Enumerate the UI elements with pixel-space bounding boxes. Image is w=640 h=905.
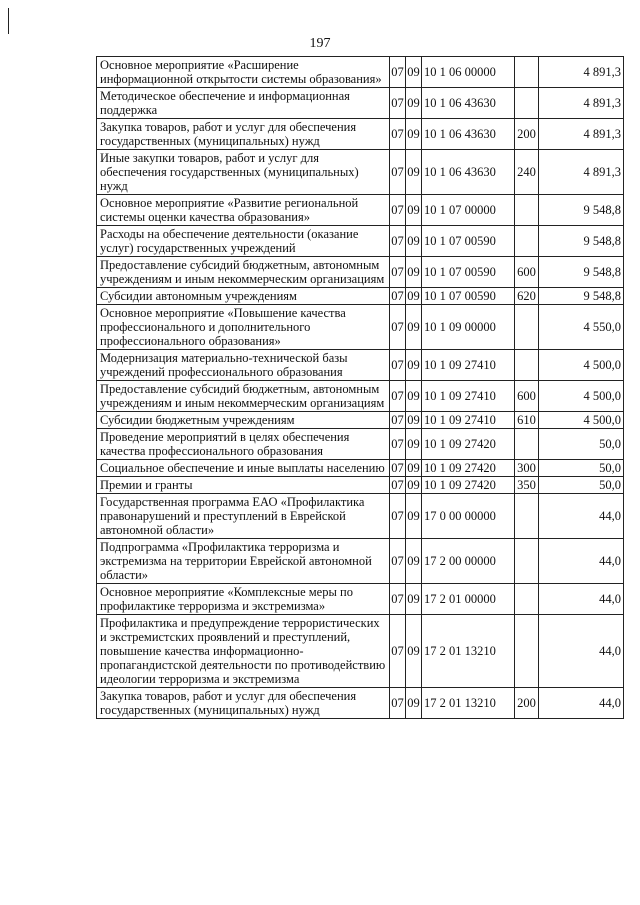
row-name: Основное мероприятие «Развитие региональной системы оценки качества образования» <box>97 195 390 226</box>
table-row <box>97 150 624 195</box>
page-number: 197 <box>309 36 331 51</box>
table-row <box>97 257 624 288</box>
row-section: 07 <box>391 461 404 475</box>
table-row <box>97 494 624 539</box>
row-name: Основное мероприятие «Повышение качества профессионального и дополнительного профессионального образования» <box>97 305 390 350</box>
row-expense-type: 200 <box>515 119 539 150</box>
row-expense-type <box>515 57 539 88</box>
row-section: 07 <box>390 350 406 381</box>
row-amount: 44,0 <box>539 539 624 584</box>
row-amount: 44,0 <box>539 688 624 719</box>
row-name: Закупка товаров, работ и услуг для обеспечения государственных (муниципальных) нужд <box>97 688 390 719</box>
table-row <box>97 88 624 119</box>
row-subsection: 09 <box>407 478 420 492</box>
row-amount: 4 891,3 <box>539 119 624 150</box>
row-expense-type <box>515 88 539 119</box>
row-target-article: 10 1 06 43630 <box>422 150 515 195</box>
row-target-article: 10 1 06 43630 <box>422 119 515 150</box>
table-row <box>97 460 624 477</box>
row-section: 07 <box>390 57 406 88</box>
row-name: Основное мероприятие «Расширение информационной открытости системы образования» <box>97 57 390 88</box>
row-expense-type <box>515 584 539 615</box>
row-name: Подпрограмма «Профилактика терроризма и экстремизма на территории Еврейской автономной области» <box>97 539 390 584</box>
row-expense-type: 620 <box>515 288 539 305</box>
row-subsection: 09 <box>406 195 422 226</box>
row-name: Иные закупки товаров, работ и услуг для обеспечения государственных (муниципальных) нужд <box>97 150 390 195</box>
row-subsection: 09 <box>406 226 422 257</box>
row-amount: 4 500,0 <box>539 412 624 429</box>
table-row <box>97 288 624 305</box>
row-target-article: 10 1 09 27410 <box>422 412 515 429</box>
row-amount: 9 548,8 <box>539 257 624 288</box>
row-subsection: 09 <box>406 305 422 350</box>
row-amount: 44,0 <box>539 494 624 539</box>
row-name: Основное мероприятие «Комплексные меры по профилактике терроризма и экстремизма» <box>97 584 390 615</box>
row-target-article: 10 1 07 00000 <box>422 195 515 226</box>
row-amount: 4 500,0 <box>539 350 624 381</box>
table-row <box>97 539 624 584</box>
row-name: Предоставление субсидий бюджетным, автономным учреждениям и иным некоммерческим организациям <box>97 257 390 288</box>
row-subsection: 09 <box>406 88 422 119</box>
row-expense-type <box>515 494 539 539</box>
row-expense-type: 600 <box>515 257 539 288</box>
row-expense-type: 610 <box>515 412 539 429</box>
table-row <box>97 57 624 88</box>
row-expense-type: 350 <box>515 477 539 494</box>
row-amount: 4 891,3 <box>539 57 624 88</box>
row-expense-type <box>515 539 539 584</box>
row-target-article: 10 1 09 27410 <box>422 381 515 412</box>
row-section: 07 <box>390 305 406 350</box>
table-row <box>97 477 624 494</box>
row-section: 07 <box>390 494 406 539</box>
row-section: 07 <box>391 289 404 303</box>
row-expense-type <box>515 195 539 226</box>
table-row <box>97 615 624 688</box>
row-name: Закупка товаров, работ и услуг для обеспечения государственных (муниципальных) нужд <box>97 119 390 150</box>
row-target-article: 10 1 09 27420 <box>422 429 515 460</box>
table-row <box>97 305 624 350</box>
row-section: 07 <box>390 429 406 460</box>
row-subsection: 09 <box>406 257 422 288</box>
row-subsection: 09 <box>406 494 422 539</box>
row-expense-type <box>515 615 539 688</box>
row-subsection: 09 <box>406 150 422 195</box>
row-target-article: 10 1 06 43630 <box>422 88 515 119</box>
row-target-article: 17 0 00 00000 <box>422 494 515 539</box>
row-amount: 9 548,8 <box>539 195 624 226</box>
row-name: Модернизация материально-технической базы учреждений профессионального образования <box>97 350 390 381</box>
row-expense-type <box>515 429 539 460</box>
row-subsection: 09 <box>407 413 420 427</box>
row-section: 07 <box>390 88 406 119</box>
row-section: 07 <box>391 478 404 492</box>
row-name: Субсидии автономным учреждениям <box>97 288 390 305</box>
row-target-article: 10 1 07 00590 <box>422 288 515 305</box>
table-row <box>97 688 624 719</box>
row-subsection: 09 <box>406 584 422 615</box>
row-name: Профилактика и предупреждение террористических и экстремистских проявлений и преступлений, повышение качества информационно-пропагандистской деятельности по противодействию идеологии терроризма и экстремизма <box>97 615 390 688</box>
margin-mark <box>8 8 9 34</box>
row-target-article: 17 2 00 00000 <box>422 539 515 584</box>
row-name: Предоставление субсидий бюджетным, автономным учреждениям и иным некоммерческим организациям <box>97 381 390 412</box>
row-target-article: 10 1 07 00590 <box>422 257 515 288</box>
row-amount: 44,0 <box>539 584 624 615</box>
row-name: Государственная программа ЕАО «Профилактика правонарушений и преступлений в Еврейской автономной области» <box>97 494 390 539</box>
table-row <box>97 350 624 381</box>
table-row <box>97 429 624 460</box>
row-section: 07 <box>390 688 406 719</box>
table-row <box>97 584 624 615</box>
budget-table-body <box>97 57 624 719</box>
row-expense-type <box>515 350 539 381</box>
row-expense-type <box>515 226 539 257</box>
row-subsection: 09 <box>406 57 422 88</box>
row-subsection: 09 <box>406 429 422 460</box>
row-target-article: 10 1 07 00590 <box>422 226 515 257</box>
row-section: 07 <box>390 195 406 226</box>
row-target-article: 10 1 09 00000 <box>422 305 515 350</box>
row-section: 07 <box>390 381 406 412</box>
row-section: 07 <box>391 413 404 427</box>
row-subsection: 09 <box>407 289 420 303</box>
row-section: 07 <box>390 226 406 257</box>
row-expense-type: 200 <box>515 688 539 719</box>
row-section: 07 <box>390 615 406 688</box>
row-expense-type: 300 <box>515 460 539 477</box>
row-amount: 4 500,0 <box>539 381 624 412</box>
row-expense-type: 240 <box>515 150 539 195</box>
row-target-article: 17 2 01 00000 <box>422 584 515 615</box>
row-target-article: 17 2 01 13210 <box>422 615 515 688</box>
row-amount: 4 891,3 <box>539 150 624 195</box>
row-amount: 50,0 <box>539 477 624 494</box>
row-expense-type <box>515 305 539 350</box>
row-amount: 9 548,8 <box>539 288 624 305</box>
table-row <box>97 195 624 226</box>
row-name: Расходы на обеспечение деятельности (оказание услуг) государственных учреждений <box>97 226 390 257</box>
row-subsection: 09 <box>406 119 422 150</box>
row-section: 07 <box>390 539 406 584</box>
row-subsection: 09 <box>406 615 422 688</box>
table-row <box>97 412 624 429</box>
row-name: Методическое обеспечение и информационная поддержка <box>97 88 390 119</box>
row-target-article: 10 1 09 27410 <box>422 350 515 381</box>
row-section: 07 <box>390 150 406 195</box>
budget-table <box>96 56 624 719</box>
row-expense-type: 600 <box>515 381 539 412</box>
row-name: Премии и гранты <box>97 477 390 494</box>
row-target-article: 17 2 01 13210 <box>422 688 515 719</box>
row-amount: 44,0 <box>539 615 624 688</box>
row-target-article: 10 1 09 27420 <box>422 460 515 477</box>
row-section: 07 <box>390 257 406 288</box>
row-amount: 4 550,0 <box>539 305 624 350</box>
table-row <box>97 381 624 412</box>
row-target-article: 10 1 06 00000 <box>422 57 515 88</box>
row-name: Субсидии бюджетным учреждениям <box>97 412 390 429</box>
row-amount: 9 548,8 <box>539 226 624 257</box>
row-subsection: 09 <box>407 461 420 475</box>
row-amount: 4 891,3 <box>539 88 624 119</box>
table-row <box>97 119 624 150</box>
row-name: Социальное обеспечение и иные выплаты населению <box>97 460 390 477</box>
row-section: 07 <box>390 584 406 615</box>
row-amount: 50,0 <box>539 460 624 477</box>
row-subsection: 09 <box>406 688 422 719</box>
row-target-article: 10 1 09 27420 <box>422 477 515 494</box>
table-row <box>97 226 624 257</box>
row-subsection: 09 <box>406 381 422 412</box>
row-section: 07 <box>390 119 406 150</box>
row-amount: 50,0 <box>539 429 624 460</box>
row-name: Проведение мероприятий в целях обеспечения качества профессионального образования <box>97 429 390 460</box>
row-subsection: 09 <box>406 350 422 381</box>
row-subsection: 09 <box>406 539 422 584</box>
